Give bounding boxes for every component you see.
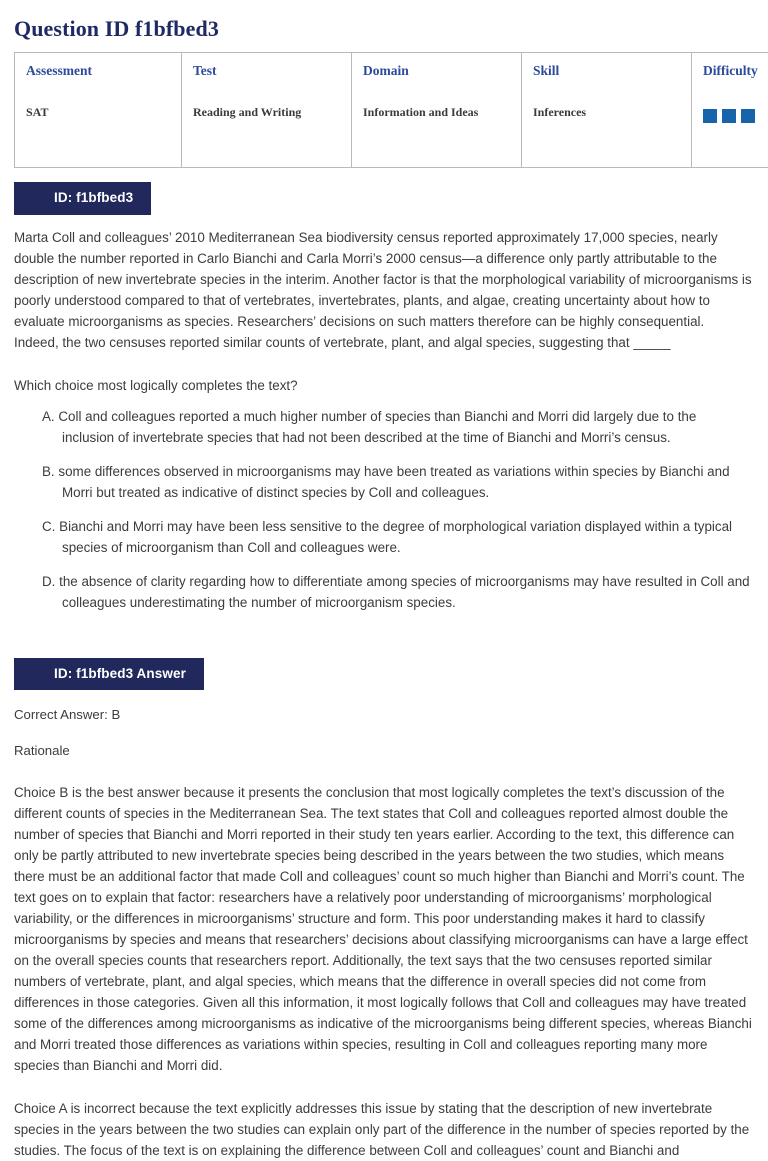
column-header-assessment: Assessment <box>15 53 182 92</box>
meta-table-container <box>0 52 768 168</box>
choice-text-d: the absence of clarity regarding how to differentiate among species of microorganisms may have resulted in Coll and colleagues underestimating the number of microorganism species. <box>59 574 749 610</box>
difficulty-indicator <box>703 109 768 123</box>
choice-letter-a: A. <box>42 409 55 424</box>
choice-letter-d: D. <box>42 574 55 589</box>
column-header-test: Test <box>182 53 352 92</box>
choice-text-a: Coll and colleagues reported a much higher number of species than Bianchi and Morri did largely due to the inclusion of invertebrate species that had not been described at the time of Bianchi and Morri’s census. <box>58 409 696 445</box>
difficulty-square-filled <box>722 109 736 123</box>
choice-option-d[interactable] <box>28 571 752 613</box>
choice-option-b[interactable] <box>28 461 752 503</box>
cell-difficulty-value <box>692 91 768 168</box>
choice-option-a[interactable] <box>28 406 752 448</box>
meta-table-body <box>15 91 768 168</box>
question-content <box>0 227 768 613</box>
question-prompt: Which choice most logically completes the text? <box>14 375 752 396</box>
question-metadata-table <box>14 52 768 168</box>
rationale-paragraph-b: Choice B is the best answer because it presents the conclusion that most logically completes the text’s discussion of the different counts of species in the Mediterranean Sea. The text states that Coll and colleagues reported almost double the number of species that Bianchi and Morri reported in their study ten years earlier. According to the text, this difference can only be partly attributed to new invertebrate species being described in the years between the two studies, which means there must be an additional factor that made Coll and colleagues’ count so much higher than Bianchi and Morri’s count. The text goes on to explain that factor: researchers have a relatively poor understanding of microorganisms’ morphological variability, or the differences in microorganisms’ structure and form. This poor understanding makes it hard to classify microorganisms by species and means that researchers’ decisions about classifying microorganisms can have a large effect on the overall species counts that researchers report. Additionally, the text says that the two censuses reported similar numbers of vertebrate, plant, and algal species, which means that the difference in overall species did not come from differences in those categories. Given all this information, it most logically follows that Coll and colleagues may have treated some of the differences among microorganisms as indicative of the microorganisms being different species, whereas Bianchi and Morri treated those differences as variations within species, resulting in Coll and colleagues reporting many more species than Bianchi and Morri did. <box>14 782 752 1076</box>
passage-blank: _____ <box>633 335 670 350</box>
passage-body: Marta Coll and colleagues’ 2010 Mediterranean Sea biodiversity census reported approximately 17,000 species, nearly double the number reported in Carlo Bianchi and Carla Morri’s 2000 census—a difference only partly attributable to the description of new invertebrate species in the interim. Another factor is that the morphological variability of microorganisms is poorly understood compared to that of vertebrates, invertebrates, plants, and algae, creating uncertainty about how to evaluate microorganisms as species. Researchers’ decisions on such matters therefore can be highly consequential. Indeed, the two censuses reported similar counts of vertebrate, plant, and algal species, suggesting that <box>14 230 752 350</box>
answer-choices-list <box>14 406 752 613</box>
choice-letter-c: C. <box>42 519 55 534</box>
difficulty-square-filled <box>703 109 717 123</box>
answer-id-badge: ID: f1bfbed3 Answer <box>14 658 204 691</box>
choice-text-c: Bianchi and Morri may have been less sensitive to the degree of morphological variation displayed within a typical species of microorganism than Coll and colleagues were. <box>59 519 732 555</box>
meta-table-header-row <box>15 53 768 92</box>
meta-table-header <box>15 53 768 92</box>
choice-letter-b: B. <box>42 464 55 479</box>
answer-content <box>0 705 768 1161</box>
correct-answer-text: Correct Answer: B <box>14 705 752 724</box>
cell-domain-value: Information and Ideas <box>352 91 522 168</box>
cell-assessment-value: SAT <box>15 91 182 168</box>
cell-test-value: Reading and Writing <box>182 91 352 168</box>
answer-badge-row <box>0 626 768 697</box>
choice-option-c[interactable] <box>28 516 752 558</box>
column-header-difficulty: Difficulty <box>692 53 768 92</box>
page-title: Question ID f1bfbed3 <box>0 0 768 52</box>
column-header-domain: Domain <box>352 53 522 92</box>
table-row <box>15 91 768 168</box>
question-id-badge: ID: f1bfbed3 <box>14 182 151 215</box>
difficulty-square-filled <box>741 109 755 123</box>
passage-text <box>14 227 752 353</box>
cell-skill-value: Inferences <box>522 91 692 168</box>
rationale-heading: Rationale <box>14 741 752 760</box>
column-header-skill: Skill <box>522 53 692 92</box>
choice-text-b: some differences observed in microorganisms may have been treated as variations within species by Bianchi and Morri but treated as indicative of distinct species by Coll and colleagues. <box>58 464 729 500</box>
question-badge-row <box>0 168 768 221</box>
rationale-paragraph-a: Choice A is incorrect because the text explicitly addresses this issue by stating that the description of new invertebrate species in the years between the two studies can explain only part of the difference in the number of species reported by the studies. The focus of the text is on explaining the difference between Coll and colleagues’ count and Bianchi and <box>14 1098 752 1161</box>
